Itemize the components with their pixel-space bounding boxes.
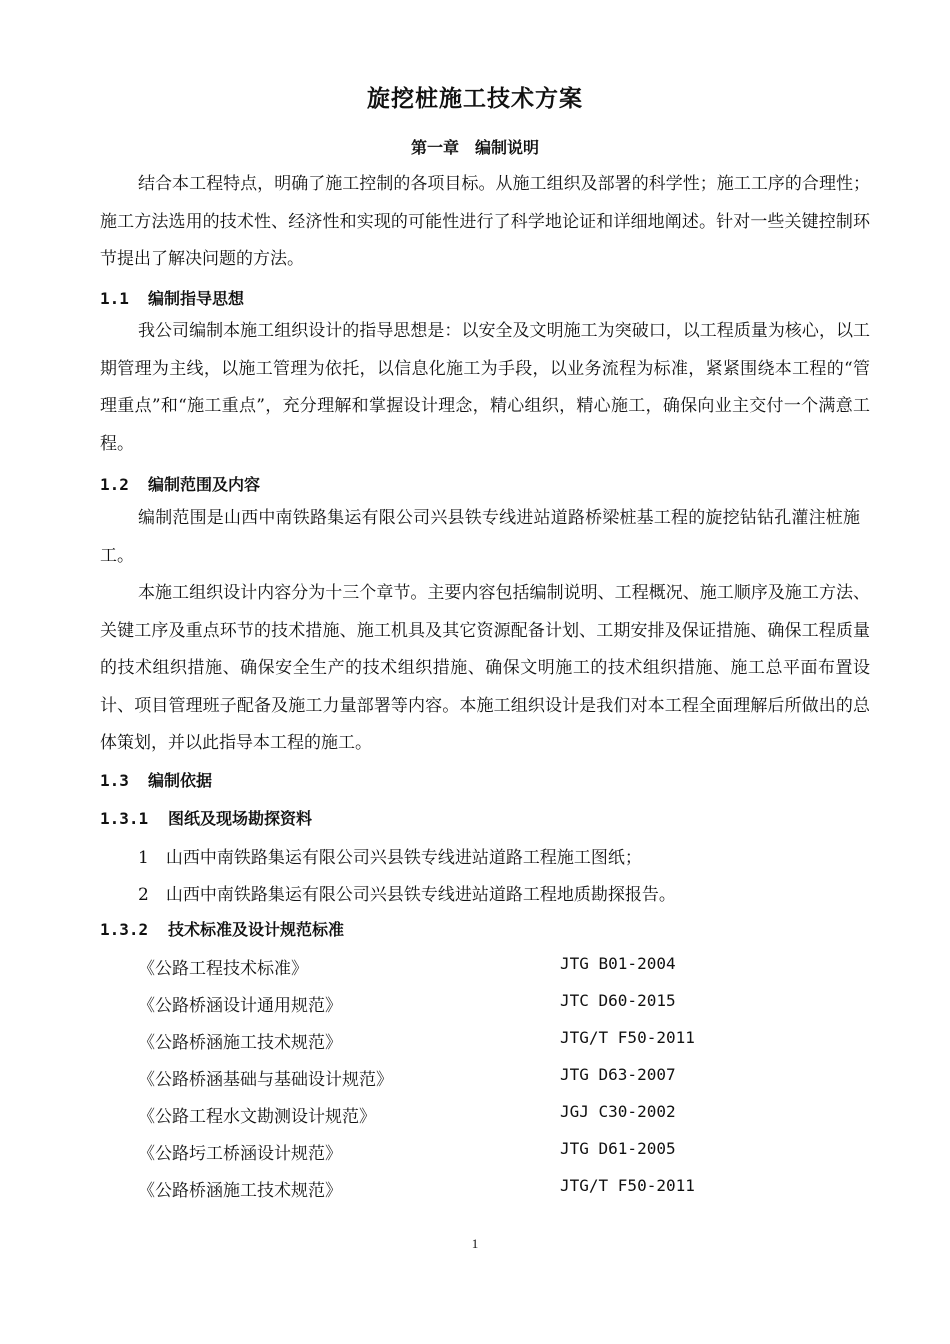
standard-row — [138, 1139, 838, 1163]
section-number: 1.3.2 — [100, 920, 149, 939]
section-number: 1.2 — [100, 475, 129, 494]
chapter-heading: 第一章 编制说明 — [410, 138, 539, 157]
section-title: 编制依据 — [148, 771, 213, 790]
standard-name: 《公路桥涵施工技术规范》 — [138, 1033, 342, 1053]
standard-name: 《公路工程水文勘测设计规范》 — [138, 1107, 376, 1127]
standard-code: JTG D61-2005 — [560, 1139, 676, 1158]
standard-code: JTG B01-2004 — [560, 954, 676, 973]
standard-name: 《公路桥涵施工技术规范》 — [138, 1181, 342, 1201]
section-heading-1-3-2 — [100, 917, 344, 940]
standard-name: 《公路工程技术标准》 — [138, 959, 308, 979]
section-heading-1-3 — [100, 768, 212, 791]
standard-row — [138, 1028, 838, 1052]
section-title: 编制范围及内容 — [148, 475, 261, 494]
standard-name: 《公路桥涵基础与基础设计规范》 — [138, 1070, 393, 1090]
section-title: 编制指导思想 — [148, 289, 245, 308]
page-number: 1 — [471, 1236, 479, 1251]
section-heading-1-2 — [100, 472, 260, 495]
standard-code: JTG/T F50-2011 — [560, 1176, 695, 1195]
section-title: 技术标准及设计规范标准 — [168, 920, 345, 939]
section-1-1-paragraph: 我公司编制本施工组织设计的指导思想是：以安全及文明施工为突破口，以工程质量为核心，以工期管理为主线，以施工管理为依托，以信息化施工为手段，以业务流程为标准，紧紧围绕本工程的“管理重点”和“施工重点”，充分理解和掌握设计理念，精心组织，精心施工，确保向业主交付一个满意工程。 — [100, 321, 870, 454]
standard-name: 《公路桥涵设计通用规范》 — [138, 996, 342, 1016]
section-number: 1.3 — [100, 771, 129, 790]
standard-row — [138, 1176, 838, 1200]
standard-row — [138, 1065, 838, 1089]
intro-paragraph: 结合本工程特点，明确了施工控制的各项目标。从施工组织及部署的科学性；施工工序的合理性；施工方法选用的技术性、经济性和实现的可能性进行了科学地论证和详细地阐述。针对一些关键控制环节提出了解决问题的方法。 — [100, 174, 870, 269]
standard-row — [138, 991, 838, 1015]
standard-row — [138, 1102, 838, 1126]
list-item: 1 山西中南铁路集运有限公司兴县铁专线进站道路工程施工图纸； — [138, 848, 642, 868]
section-number: 1.1 — [100, 289, 129, 308]
section-heading-1-1 — [100, 286, 244, 309]
standard-code: JTG/T F50-2011 — [560, 1028, 695, 1047]
standard-code: JTG D63-2007 — [560, 1065, 676, 1084]
standard-name: 《公路圬工桥涵设计规范》 — [138, 1144, 342, 1164]
standard-code: JGJ C30-2002 — [560, 1102, 676, 1121]
document-title: 旋挖桩施工技术方案 — [367, 85, 583, 112]
standard-code: JTC D60-2015 — [560, 991, 676, 1010]
section-1-2-paragraph-1: 编制范围是山西中南铁路集运有限公司兴县铁专线进站道路桥梁桩基工程的旋挖钻钻孔灌注桩施工。 — [100, 508, 860, 566]
section-heading-1-3-1 — [100, 806, 312, 829]
section-title: 图纸及现场勘探资料 — [168, 809, 313, 828]
list-item: 2 山西中南铁路集运有限公司兴县铁专线进站道路工程地质勘探报告。 — [138, 885, 676, 905]
standard-row — [138, 954, 838, 978]
section-1-2-paragraph-2: 本施工组织设计内容分为十三个章节。主要内容包括编制说明、工程概况、施工顺序及施工方法、关键工序及重点环节的技术措施、施工机具及其它资源配备计划、工期安排及保证措施、确保工程质量的技术组织措施、确保安全生产的技术组织措施、确保文明施工的技术组织措施、施工总平面布置设计、项目管理班子配备及施工力量部署等内容。本施工组织设计是我们对本工程全面理解后所做出的总体策划，并以此指导本工程的施工。 — [100, 583, 870, 753]
section-number: 1.3.1 — [100, 809, 149, 828]
